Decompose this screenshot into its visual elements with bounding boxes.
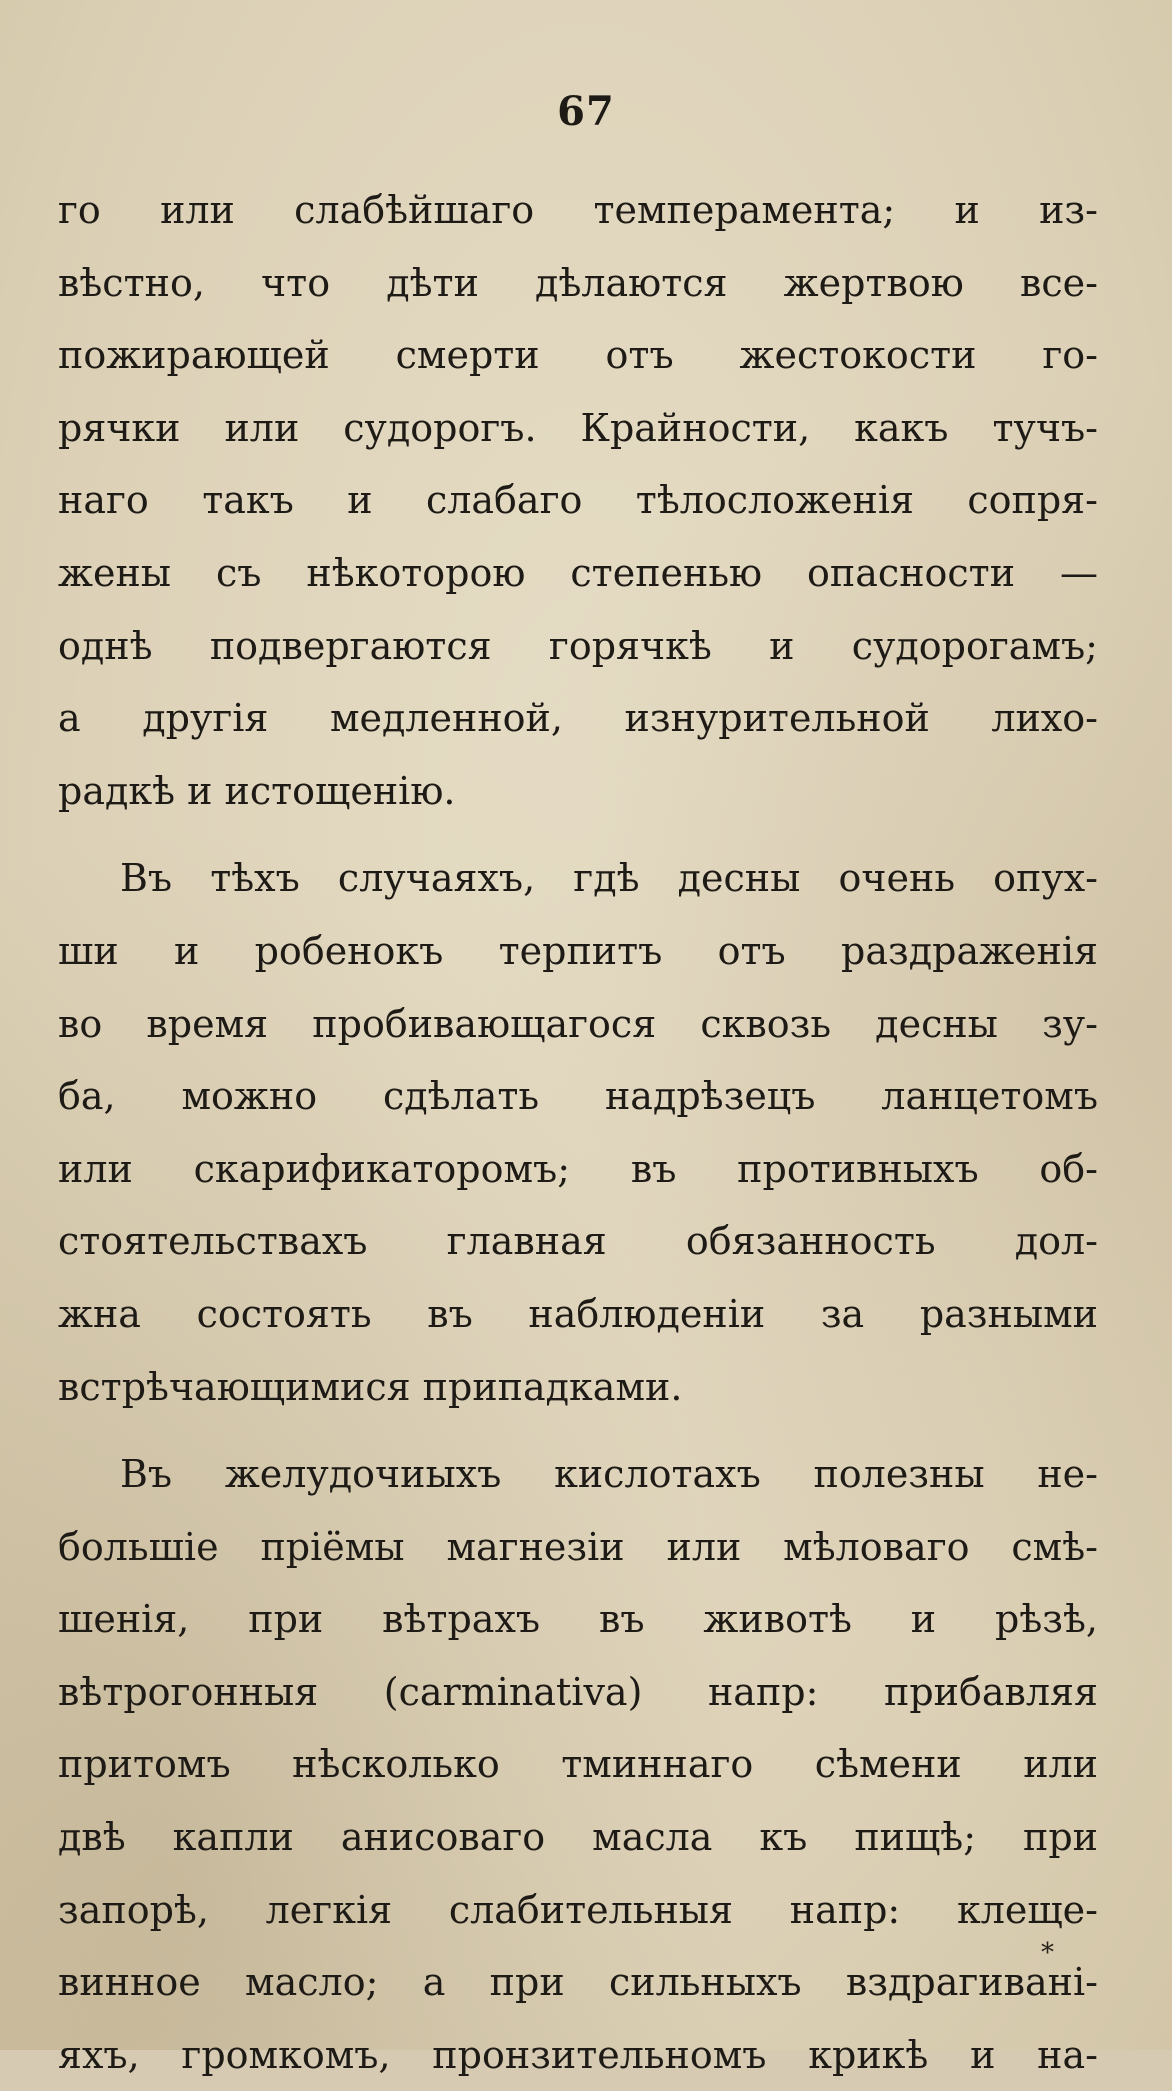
text-line: Въ желудочиыхъ кислотахъ полезны не- <box>120 1452 1098 1497</box>
text-line: стоятельствахъ главная обязанность дол- <box>58 1219 1098 1264</box>
text-line: или скарификаторомъ; въ противныхъ об- <box>58 1146 1098 1191</box>
text-line: ба, можно сдѣлать надрѣзецъ ланцетомъ <box>58 1074 1098 1119</box>
text-line: встрѣчающимися припадками. <box>58 1364 683 1409</box>
text-line: жены съ нѣкоторою степенью опасности — <box>58 550 1098 595</box>
text-line: большіе пріёмы магнезіи или мѣловаго смѣ- <box>58 1524 1098 1569</box>
page-number: 67 <box>557 88 615 135</box>
text-line: радкѣ и истощенію. <box>58 768 456 813</box>
text-line: во время пробивающагося сквозь десны зу- <box>58 1001 1098 1046</box>
footer-mark: * <box>1041 1938 1054 1968</box>
text-line: однѣ подвергаются горячкѣ и судорогамъ; <box>58 623 1098 668</box>
text-line: Въ тѣхъ случаяхъ, гдѣ десны очень опух- <box>120 856 1098 901</box>
text-line: вѣстно, что дѣти дѣлаются жертвою все- <box>58 260 1098 305</box>
text-line: рячки или судорогъ. Крайности, какъ тучъ- <box>58 405 1098 450</box>
paragraph-gap <box>58 1423 1098 1438</box>
text-line: пожирающей смерти отъ жестокости го- <box>58 333 1098 378</box>
text-line: жна состоять въ наблюденіи за разными <box>58 1291 1098 1336</box>
paragraph-2 <box>58 842 1098 1423</box>
text-line: запорѣ, легкія слабительныя напр: клеще- <box>58 1887 1098 1932</box>
text-line: притомъ нѣсколько тминнаго сѣмени или <box>58 1742 1098 1787</box>
text-line: а другія медленной, изнурительной лихо- <box>58 696 1098 741</box>
text-line: яхъ, громкомъ, пронзительномъ крикѣ и на- <box>58 2032 1098 2077</box>
paragraph-1 <box>58 174 1098 827</box>
text-line: вѣтрогонныя (carminativa) напр: прибавляя <box>58 1669 1098 1714</box>
paragraph-3 <box>58 1438 1098 2091</box>
text-line: винное масло; а при сильныхъ вздрагивані- <box>58 1960 1098 2005</box>
text-line: шенія, при вѣтрахъ въ животѣ и рѣзѣ, <box>58 1597 1098 1642</box>
body-text <box>58 174 1098 2091</box>
text-line: наго такъ и слабаго тѣлосложенія сопря- <box>58 478 1098 523</box>
text-line: двѣ капли анисоваго масла къ пищѣ; при <box>58 1815 1098 1860</box>
text-line: го или слабѣйшаго темперамента; и из- <box>58 188 1098 232</box>
paragraph-gap <box>58 827 1098 842</box>
text-line: ши и робенокъ терпитъ отъ раздраженія <box>58 928 1098 973</box>
